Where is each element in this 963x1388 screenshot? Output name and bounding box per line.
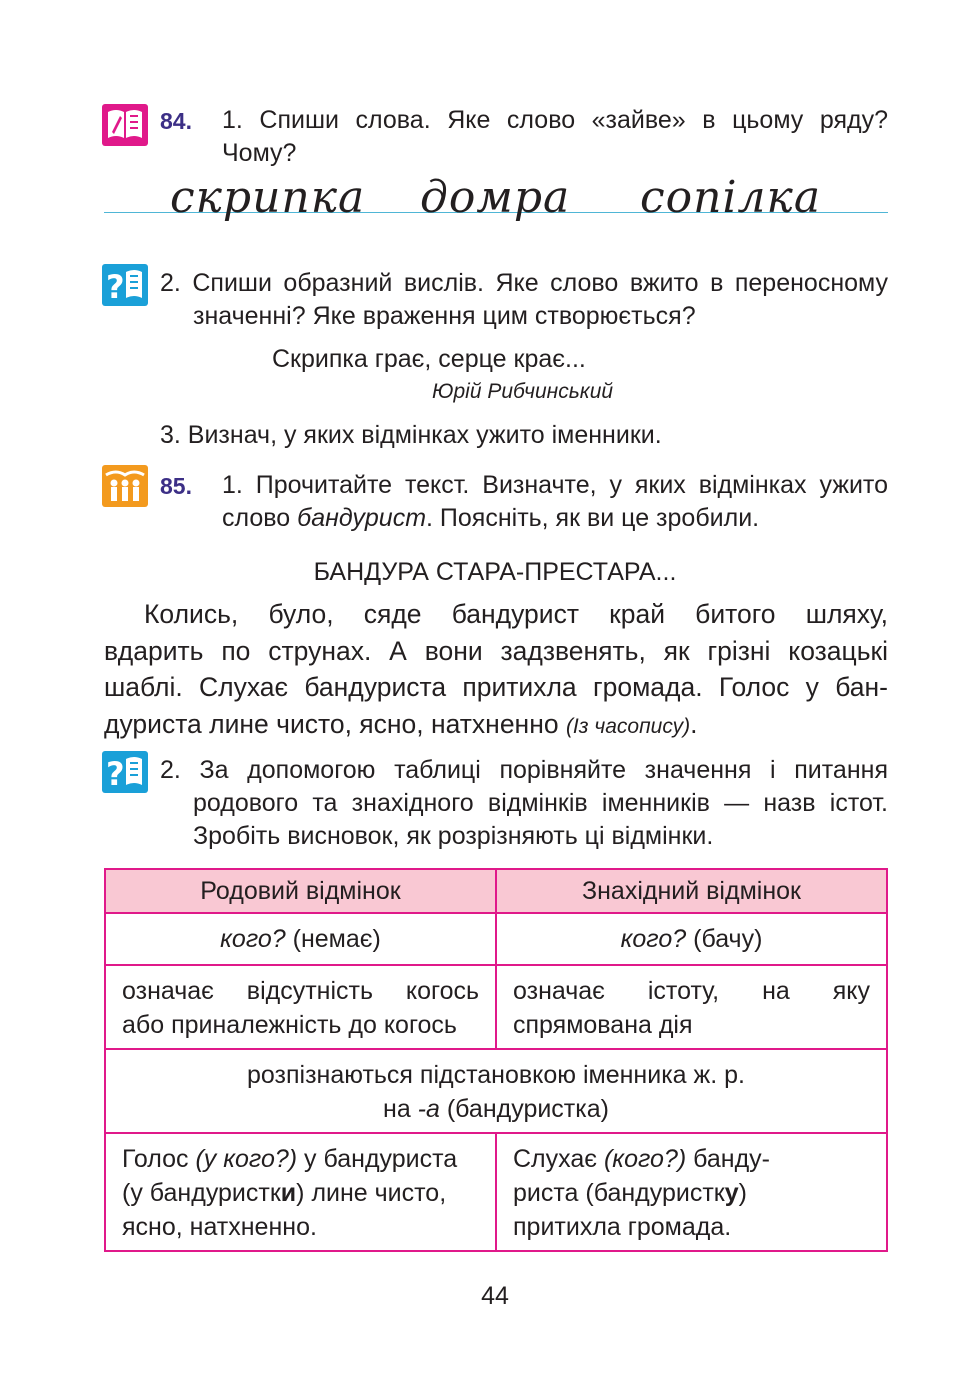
example-question: (кого?) [603, 1145, 687, 1173]
cell-example-left [105, 1133, 496, 1251]
example-line [513, 1142, 870, 1176]
example-line [122, 1176, 479, 1210]
merged-text: (бандуристка) [439, 1095, 609, 1123]
task-85-number: 85. [160, 473, 192, 499]
task-85-line1: 1. Прочитайте текст. Визначте, у яких відмінках ужито [222, 471, 888, 499]
quote-text: Скрипка грає, серце крає... [272, 345, 586, 373]
svg-text:?: ? [106, 755, 125, 793]
example-line: ясно, натхненно. [122, 1213, 317, 1241]
example-text: у бандуриста [297, 1145, 458, 1173]
table-row [105, 1049, 887, 1133]
para-line-4-end: . [690, 708, 698, 739]
cell-merged [105, 1049, 887, 1133]
task-85-line2-word: бандурист [297, 504, 427, 532]
meaning-line: спрямована дія [513, 1011, 693, 1039]
header-genitive: Родовий відмінок [105, 869, 496, 913]
task-85-q2-line2: родового та знахідного відмінків іменників — назв істот. [193, 789, 888, 817]
write-task-icon [102, 104, 148, 146]
svg-text:?: ? [106, 268, 125, 306]
task-84-q2-line1: 2. Спиши образний вислів. Яке слово вжито в переносному [160, 269, 888, 297]
cell-question-left [105, 913, 496, 965]
para-line-4-text: дуриста лине чисто, ясно, натхненно [104, 708, 566, 739]
text-source: (Із часопису) [565, 714, 691, 738]
example-ending: у [724, 1179, 739, 1207]
para-line-1: Колись, було, сяде бандурист край битого шляху, [144, 599, 888, 629]
task-85-line2 [222, 502, 759, 535]
table-row [105, 1133, 887, 1251]
table-row [105, 869, 887, 913]
text-title: БАНДУРА СТАРА-ПРЕСТАРА... [313, 558, 677, 586]
example-line [513, 1176, 870, 1210]
example-ending: и [280, 1179, 297, 1207]
para-line-2: вдарить по струнах. А вони задзвенять, як грізні козацькі [104, 635, 888, 666]
example-question: (у кого?) [195, 1145, 298, 1173]
meaning-line: означає істоту, на яку [513, 977, 870, 1005]
text-paragraph [104, 596, 888, 745]
example-text: ) лине чисто, [296, 1179, 447, 1207]
merged-text: на [383, 1095, 418, 1123]
example-text: риста (бандуристк [513, 1179, 725, 1207]
header-accusative: Знахідний відмінок [496, 869, 887, 913]
task-84-line1: 1. Спиши слова. Яке слово «зайве» в цьому ряду? [222, 106, 888, 134]
case-comparison-table [104, 868, 888, 1252]
hand-word-3: сопілка [640, 172, 822, 223]
example-text: ) [738, 1179, 747, 1207]
task-85-line2-c: . Поясніть, як ви це зробили. [426, 504, 760, 532]
quote-author: Юрій Рибчинський [432, 380, 614, 403]
example-text: банду- [686, 1145, 771, 1173]
question-hint: (бачу) [686, 925, 763, 953]
example-text: Слухає [513, 1145, 604, 1173]
para-line-3: шаблі. Слухає бандуриста притихла громада. Голос у бан- [104, 672, 888, 702]
meaning-line: означає відсутність когось [122, 977, 479, 1005]
cell-meaning-right [496, 965, 887, 1049]
example-line [122, 1142, 479, 1176]
task-84-line2: Чому? [222, 139, 297, 167]
task-84-number: 84. [160, 108, 192, 134]
task-84-q2-line2: значенні? Яке враження цим створюється? [193, 302, 696, 330]
cell-question-right [496, 913, 887, 965]
question-icon-2 [102, 751, 148, 793]
question-hint: (немає) [285, 925, 381, 953]
task-85-q2-line3: Зробіть висновок, як розрізняють ці відмінки. [193, 822, 714, 850]
example-text: (у бандуристк [122, 1179, 281, 1207]
para-line-4 [104, 706, 888, 746]
example-line: притихла громада. [513, 1213, 732, 1241]
task-85-line2-a: слово [222, 504, 298, 532]
question-word: кого? [620, 925, 687, 953]
ending: -а [417, 1095, 440, 1123]
question-word: кого? [220, 925, 286, 953]
hand-word-2: домра [420, 172, 571, 223]
task-84-q3: 3. Визнач, у яких відмінках ужито іменники. [160, 421, 662, 449]
hand-word-1: скрипка [170, 172, 366, 223]
merged-line: розпізнаються підстановкою іменника ж. р. [247, 1061, 745, 1089]
group-work-icon [102, 465, 148, 507]
merged-line [122, 1092, 870, 1126]
example-text: Голос [122, 1145, 196, 1173]
cell-meaning-left [105, 965, 496, 1049]
page-number: 44 [481, 1282, 509, 1310]
table-row [105, 965, 887, 1049]
table-row [105, 913, 887, 965]
task-85-q2-line1: 2. За допомогою таблиці порівняйте значення і питання [160, 756, 888, 784]
cell-example-right [496, 1133, 887, 1251]
meaning-line: або приналежність до когось [122, 1011, 457, 1039]
question-icon [102, 264, 148, 306]
